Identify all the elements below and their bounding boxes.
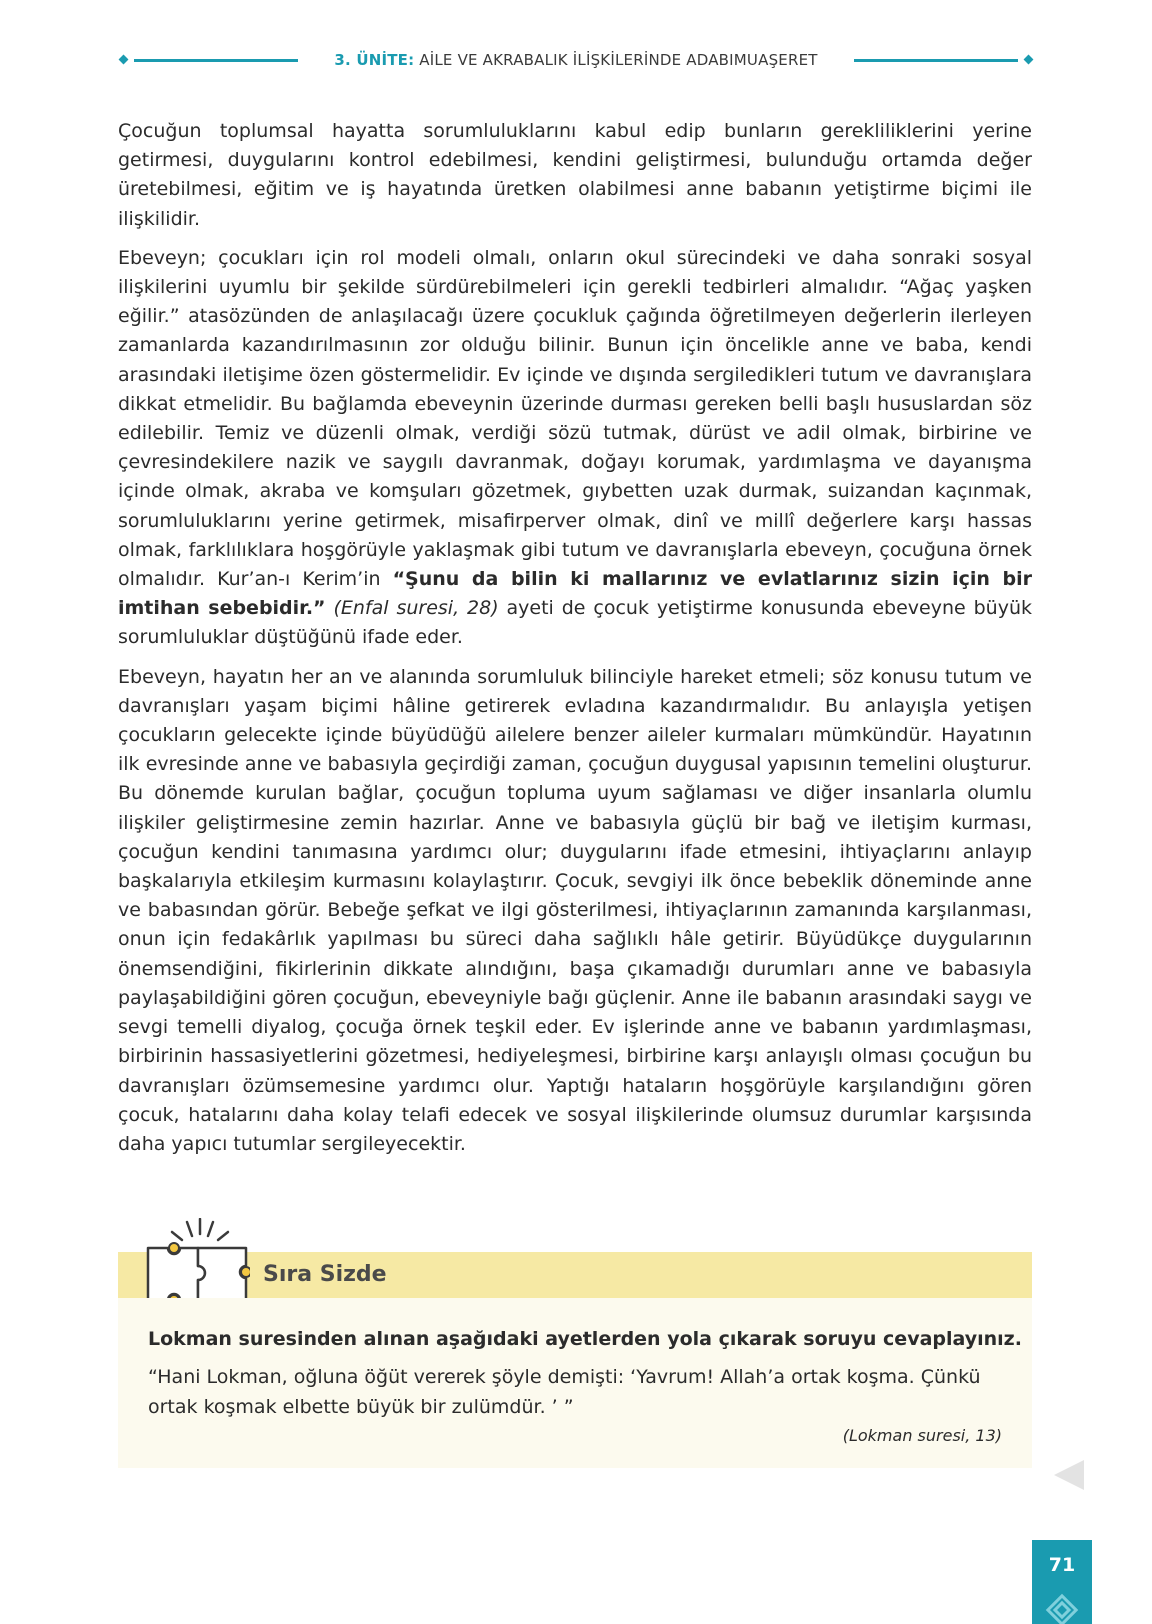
diamond-icon (1024, 55, 1034, 65)
paragraph-3: Ebeveyn, hayatın her an ve alanında sorumluluk bilinciyle hareket etmeli; söz konusu tutum ve davranışları yaşam biçimi hâline getirerek evladına kazandırmalıdır. Bu anlayışla yetişen çocukların gelecekte içinde büyüdüğü ailelere benzer aileler kurmaları mümkündür. Hayatının ilk evresinde anne ve babasıyla geçirdiği zaman, çocuğun duygusal yapısının temelini oluşturur. Bu dönemde kurulan bağlar, çocuğun topluma uyum sağlaması ve diğer insanlarla olumlu ilişkiler geliştirmesine zemin hazırlar. Anne ve babasıyla güçlü bir bağ ve iletişim kurması, çocuğun kendini tanımasına yardımcı olur; duygularını ifade etmesini, ihtiyaçlarını anlayıp başkalarıyla etkileşim kurmasını kolaylaştırır. Çocuk, sevgiyi ilk önce bebeklik döneminde anne ve babasından görür. Bebeğe şefkat ve ilgi gösterilmesi, ihtiyaçlarının zamanında karşılanması, onun için fedakârlık yapılması bu süreci daha sağlıklı hâle getirir. Büyüdükçe duygularının önemsendiğini, fikirlerinin dikkate alındığını, başa çıkamadığı durumları anne ve babasıyla paylaşabildiğini gören çocuğun, ebeveyniyle bağı güçlenir. Anne ile babanın arasındaki saygı ve sevgi temelli diyalog, çocuğa örnek teşkil eder. Ev işlerinde anne ve babanın yardımlaşması, birbirinin hassasiyetlerini gözetmesi, hediyeleşmesi, birbirine karşı anlayışlı olması çocuğun bu davranışları özümsemesine yardımcı olur. Yaptığı hataların hoşgörüyle karşılandığını gören çocuk, hatalarını daha kolay telafi edecek ve sosyal ilişkilerinde olumsuz durumlar karşısında daha yapıcı tutumlar sergileyecektir. (118, 665, 1032, 1155)
sira-sizde-title: Sıra Sizde (263, 1262, 387, 1287)
quran-quote: “Şunu da bilin ki mallarınız ve evlatlarınız sizin için bir imtihan sebebidir.” (118, 568, 1032, 620)
quote-reference: (Enfal suresi, 28) (333, 597, 499, 620)
header-rule-left (134, 59, 298, 62)
paragraph-2-text-b: ayeti de çocuk yetiştirme konusunda ebeveyne büyük sorumluluklar düştüğünü ifade eder. (118, 597, 1033, 649)
paragraph-2-text-a: Ebeveyn; çocukları için rol modeli olmalı, onların okul sürecindeki ve daha sonraki sosyal ilişkilerini uyumlu bir şekilde sürdürebilmeleri için gerekli tedbirleri almalıdır. “Ağaç yaşken eğilir.” atasözünden de anlaşılacağı üzere çocukluk çağında öğretilmeyen değerlerin ilerleyen zamanlarda kazandırılmasının zor olduğu bilinir. Bunun için öncelikle anne ve baba, kendi arasındaki iletişime özen göstermelidir. Ev içinde ve dışında sergiledikleri tutum ve davranışlara dikkat etmelidir. Bu bağlamda ebeveynin üzerinde durması gereken belli başlı hususlardan söz edilebilir. Temiz ve düzenli olmak, verdiği sözü tutmak, dürüst ve adil olmak, birbirine ve çevresindekilere nazik ve saygılı davranmak, doğayı korumak, yardımlaşma ve dayanışma içinde olmak, akraba ve komşuları gözetmek, gıybetten uzak durmak, suizandan kaçınmak, sorumluluklarını yerine getirmek, misafirperver olmak, dinî ve millî değerlere karşı hassas olmak, farklılıklara hoşgörüyle yaklaşmak gibi tutum ve davranışlarla ebeveyn, çocuğuna örnek olmalıdır. Kur’an-ı Kerim’in (118, 246, 1032, 591)
page-number-box (1032, 1540, 1092, 1624)
header-rule-right (854, 59, 1018, 62)
unit-label: 3. ÜNİTE: (334, 51, 415, 69)
main-text (118, 117, 1032, 1169)
ornament-icon (1038, 1590, 1086, 1624)
page-number: 71 (1048, 1554, 1076, 1576)
activity-question: Lokman suresinden alınan aşağıdaki ayetlerden yola çıkarak soruyu cevaplayınız. (148, 1328, 1022, 1350)
activity-verse: “Hani Lokman, oğluna öğüt vererek şöyle demişti: ‘Yavrum! Allah’a ortak koşma. Çünkü ortak koşmak elbette büyük bir zulümdür. ’ ” (148, 1366, 981, 1418)
verse-source: (Lokman suresi, 13) (842, 1426, 1002, 1445)
diamond-icon (119, 55, 129, 65)
puzzle-icon (146, 1242, 250, 1304)
chapter-title (308, 51, 844, 69)
sira-sizde-header (118, 1252, 1032, 1298)
paragraph-1: Çocuğun toplumsal hayatta sorumluluklarını kabul edip bunların gerekliliklerini yerine getirmesi, duygularını kontrol edebilmesi, kendini geliştirmesi, bulunduğu ortamda değer üretebilmesi, eğitim ve iş hayatında üretken olabilmesi anne babanın yetiştirme biçimi ile ilişkilidir. (118, 120, 1032, 230)
sira-sizde-box (118, 1298, 1032, 1468)
page-header (118, 48, 1034, 72)
unit-title: AİLE VE AKRABALIK İLİŞKİLERİNDE ADABIMUAŞERET (419, 51, 818, 69)
paragraph-2 (118, 244, 1032, 653)
previous-page-arrow-icon[interactable] (1052, 1458, 1086, 1492)
